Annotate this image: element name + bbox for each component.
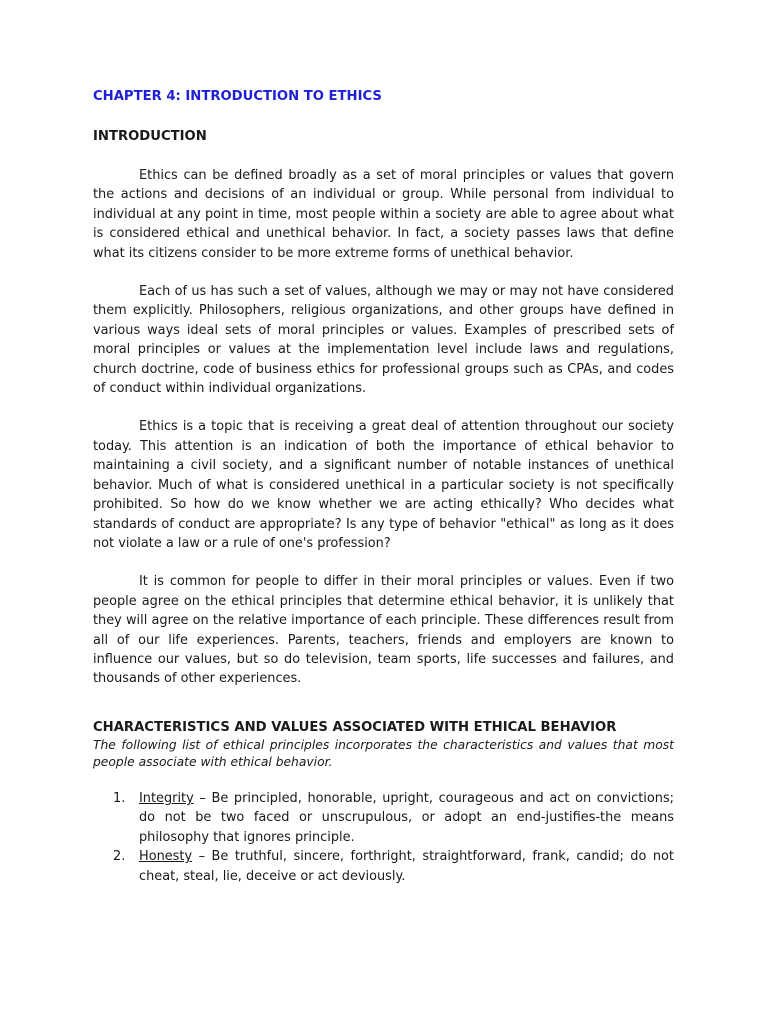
principle-description: – Be principled, honorable, upright, courageous and act on convictions; do not be two faced or unscrupulous, or adopt an end-justifies-the means philosophy that ignores principle. xyxy=(139,790,674,845)
principle-item-integrity xyxy=(93,789,674,847)
characteristics-heading: CHARACTERISTICS AND VALUES ASSOCIATED WITH ETHICAL BEHAVIOR xyxy=(93,719,617,735)
chapter-title: CHAPTER 4: INTRODUCTION TO ETHICS xyxy=(93,89,382,104)
principle-number: 1. xyxy=(113,790,126,806)
principle-item-honesty xyxy=(93,847,674,886)
characteristics-intro: The following list of ethical principles incorporates the characteristics and values that most people associate with ethical behavior. xyxy=(93,737,674,770)
principle-number: 2. xyxy=(113,849,126,865)
intro-paragraph-2: Each of us has such a set of values, although we may or may not have considered them explicitly. Philosophers, religious organizations, and other groups have defined in various ways ideal sets of moral principles or values. Examples of prescribed sets of moral principles or values at the implementation level include laws and regulations, church doctrine, code of business ethics for professional groups such as CPAs, and codes of conduct within individual organizations. xyxy=(93,284,674,397)
principles-list xyxy=(93,789,674,886)
principle-term-integrity: Integrity xyxy=(139,790,194,806)
intro-paragraph-4: It is common for people to differ in their moral principles or values. Even if two people agree on the ethical principles that determine ethical behavior, it is unlikely that they will agree on the relative importance of each principle. These differences result from all of our life experiences. Parents, teachers, friends and employers are known to influence our values, but so do television, team sports, life successes and failures, and thousands of other experiences. xyxy=(93,574,674,687)
principle-description: – Be truthful, sincere, forthright, straightforward, frank, candid; do not cheat, steal, lie, deceive or act deviously. xyxy=(139,849,674,884)
intro-paragraph-1: Ethics can be defined broadly as a set of moral principles or values that govern the actions and decisions of an individual or group. While personal from individual to individual at any point in time, most people within a society are able to agree about what is considered ethical and unethical behavior. In fact, a society passes laws that define what its citizens consider to be more extreme forms of unethical behavior. xyxy=(93,168,674,261)
intro-paragraph-3: Ethics is a topic that is receiving a great deal of attention throughout our society today. This attention is an indication of both the importance of ethical behavior to maintaining a civil society, and a significant number of notable instances of unethical behavior. Much of what is considered unethical in a particular society is not specifically prohibited. So how do we know whether we are acting ethically? Who decides what standards of conduct are appropriate? Is any type of behavior "ethical" as long as it does not violate a law or a rule of one's profession? xyxy=(93,419,674,551)
principle-term-honesty: Honesty xyxy=(139,849,193,865)
introduction-heading: INTRODUCTION xyxy=(93,129,207,144)
